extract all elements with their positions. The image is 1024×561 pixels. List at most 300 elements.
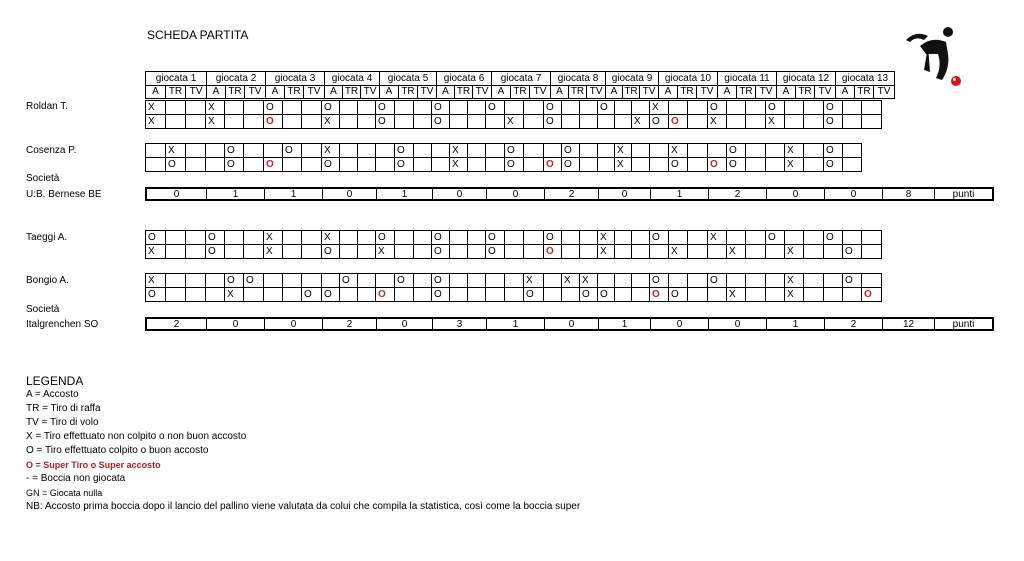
grid-cell xyxy=(283,245,302,259)
grid-cell: O xyxy=(432,245,450,259)
subcol-a: A xyxy=(836,86,855,98)
team-score-cell: 0 xyxy=(377,319,433,329)
giocata-header-1 xyxy=(145,71,206,99)
grid-cell: X xyxy=(166,144,186,158)
grid-cell xyxy=(804,144,824,158)
grid-cell xyxy=(414,158,432,172)
grid-cell: O xyxy=(486,101,505,115)
grid-cell xyxy=(186,245,206,259)
grid-cell xyxy=(376,274,395,288)
grid-cell xyxy=(708,144,727,158)
grid-cell xyxy=(862,101,882,115)
grid-cell xyxy=(302,245,322,259)
subcol-tv: TV xyxy=(818,86,832,97)
player-grid-roldan xyxy=(145,100,882,129)
grid-cell xyxy=(785,231,804,245)
grid-cell xyxy=(450,101,468,115)
grid-cell xyxy=(414,144,432,158)
giocata-header-7 xyxy=(491,71,550,99)
grid-cell: X xyxy=(669,144,688,158)
grid-cell xyxy=(264,144,283,158)
team-score-cell: 0 xyxy=(433,189,487,199)
subcol-tr: TR xyxy=(285,86,304,98)
grid-cell xyxy=(562,231,580,245)
grid-cell: O xyxy=(766,101,785,115)
grid-cell: O xyxy=(824,144,843,158)
giocata-label: giocata 7 xyxy=(492,72,550,86)
grid-cell xyxy=(862,231,882,245)
giocata-label: giocata 8 xyxy=(551,72,605,86)
grid-cell: O xyxy=(669,115,688,129)
grid-cell: O xyxy=(264,158,283,172)
grid-cell: O xyxy=(432,274,450,288)
team-score-cell: 0 xyxy=(825,189,883,199)
bocce-player-logo xyxy=(902,24,966,90)
grid-cell: X xyxy=(450,158,468,172)
grid-cell xyxy=(632,274,650,288)
grid-cell xyxy=(358,288,376,302)
grid-cell xyxy=(225,115,244,129)
subcol-tr: TR xyxy=(796,86,815,98)
grid-cell xyxy=(166,115,186,129)
grid-cell xyxy=(580,144,598,158)
grid-cell xyxy=(358,274,376,288)
grid-cell xyxy=(450,231,468,245)
player-grid-row xyxy=(146,158,862,172)
grid-cell: O xyxy=(824,101,843,115)
grid-cell xyxy=(340,144,358,158)
grid-cell xyxy=(395,245,414,259)
player-grid-cosenza xyxy=(145,143,862,172)
grid-cell xyxy=(505,231,524,245)
grid-cell xyxy=(524,144,544,158)
player-grid-row xyxy=(146,245,882,259)
grid-cell: O xyxy=(486,245,505,259)
grid-cell: O xyxy=(862,288,882,302)
grid-cell xyxy=(632,101,650,115)
grid-cell xyxy=(468,245,486,259)
grid-cell xyxy=(615,288,632,302)
subcol-tv: TV xyxy=(475,86,489,97)
giocata-header-4 xyxy=(324,71,379,99)
grid-cell xyxy=(727,115,746,129)
team-name-2: Italgrenchen SO xyxy=(26,319,99,330)
grid-cell: X xyxy=(505,115,524,129)
player-grid-bongio xyxy=(145,273,882,302)
grid-cell xyxy=(166,101,186,115)
subcol-tv: TV xyxy=(307,86,321,97)
grid-cell xyxy=(632,144,650,158)
grid-cell xyxy=(468,115,486,129)
team-score-cell: 1 xyxy=(207,189,265,199)
giocata-header-13 xyxy=(835,71,895,99)
grid-cell xyxy=(766,274,785,288)
grid-cell: O xyxy=(376,115,395,129)
grid-cell: O xyxy=(727,144,746,158)
grid-cell xyxy=(580,231,598,245)
grid-cell xyxy=(544,144,562,158)
grid-cell xyxy=(688,101,708,115)
grid-cell xyxy=(669,231,688,245)
grid-cell: O xyxy=(244,274,264,288)
grid-cell xyxy=(843,158,862,172)
subcol-tv: TV xyxy=(420,86,434,97)
grid-cell xyxy=(244,288,264,302)
grid-cell xyxy=(727,274,746,288)
giocata-label: giocata 6 xyxy=(437,72,491,86)
grid-cell xyxy=(302,274,322,288)
grid-cell xyxy=(264,288,283,302)
grid-cell: X xyxy=(264,231,283,245)
grid-cell xyxy=(358,231,376,245)
grid-cell xyxy=(225,231,244,245)
grid-cell xyxy=(650,158,669,172)
team-label-2: Società xyxy=(26,304,60,315)
grid-cell: X xyxy=(785,144,804,158)
grid-cell xyxy=(843,115,862,129)
grid-cell xyxy=(843,288,862,302)
grid-cell xyxy=(785,101,804,115)
grid-cell xyxy=(486,144,505,158)
grid-cell xyxy=(746,158,766,172)
grid-cell: X xyxy=(785,245,804,259)
grid-cell: O xyxy=(322,101,340,115)
grid-cell: X xyxy=(376,245,395,259)
legend xyxy=(26,374,580,514)
team-score-cell: 0 xyxy=(207,319,265,329)
grid-cell xyxy=(302,115,322,129)
team-score-cell: 0 xyxy=(545,319,599,329)
grid-cell xyxy=(283,101,302,115)
grid-cell xyxy=(166,231,186,245)
grid-cell xyxy=(486,158,505,172)
legend-item-a: A = Accosto xyxy=(26,389,79,400)
grid-cell xyxy=(340,101,358,115)
grid-cell xyxy=(688,245,708,259)
grid-cell xyxy=(322,274,340,288)
subcol-tr: TR xyxy=(855,86,874,98)
grid-cell xyxy=(727,101,746,115)
grid-cell xyxy=(340,115,358,129)
grid-cell xyxy=(414,101,432,115)
grid-cell: O xyxy=(264,115,283,129)
grid-cell: X xyxy=(562,274,580,288)
grid-cell: X xyxy=(225,288,244,302)
grid-cell xyxy=(414,115,432,129)
grid-cell xyxy=(505,245,524,259)
giocata-header-3 xyxy=(265,71,324,99)
subcol-tr: TR xyxy=(399,86,418,98)
grid-cell: O xyxy=(505,144,524,158)
grid-cell xyxy=(727,231,746,245)
grid-cell: O xyxy=(432,101,450,115)
grid-cell: X xyxy=(146,245,166,259)
grid-cell: O xyxy=(206,231,225,245)
team-score-cell: 2 xyxy=(709,189,767,199)
team-score-cell: 3 xyxy=(433,319,487,329)
grid-cell xyxy=(186,231,206,245)
points-unit-label: punti xyxy=(952,319,975,330)
team-total-points: 8 xyxy=(883,189,935,199)
grid-cell: O xyxy=(580,288,598,302)
grid-cell xyxy=(562,245,580,259)
team-score-cell: 0 xyxy=(767,189,825,199)
grid-cell xyxy=(804,101,824,115)
grid-cell xyxy=(843,101,862,115)
grid-cell xyxy=(450,115,468,129)
grid-cell xyxy=(432,144,450,158)
grid-cell xyxy=(302,144,322,158)
grid-cell xyxy=(708,245,727,259)
grid-cell: X xyxy=(206,115,225,129)
grid-cell xyxy=(244,144,264,158)
grid-cell: O xyxy=(544,245,562,259)
grid-cell xyxy=(688,115,708,129)
grid-cell xyxy=(804,231,824,245)
grid-cell xyxy=(804,245,824,259)
grid-cell xyxy=(376,158,395,172)
subcol-tv: TV xyxy=(700,86,714,97)
grid-cell: X xyxy=(615,144,632,158)
player-grid-row xyxy=(146,231,882,245)
grid-cell: X xyxy=(785,158,804,172)
grid-cell: O xyxy=(544,158,562,172)
grid-cell: O xyxy=(340,274,358,288)
team-score-cell: 1 xyxy=(487,319,545,329)
subcol-tv: TV xyxy=(642,86,656,97)
subcol-tr: TR xyxy=(343,86,361,98)
grid-cell xyxy=(283,274,302,288)
grid-cell: O xyxy=(824,115,843,129)
grid-cell: O xyxy=(376,288,395,302)
grid-cell xyxy=(468,274,486,288)
grid-cell xyxy=(843,231,862,245)
grid-cell xyxy=(766,158,785,172)
legend-item-dash: - = Boccia non giocata xyxy=(26,473,126,484)
grid-cell: X xyxy=(727,288,746,302)
player-grid-row xyxy=(146,101,882,115)
grid-cell: X xyxy=(146,101,166,115)
grid-cell xyxy=(650,245,669,259)
grid-cell xyxy=(450,288,468,302)
grid-cell xyxy=(186,115,206,129)
grid-cell xyxy=(186,288,206,302)
player-grid-row xyxy=(146,144,862,158)
grid-cell xyxy=(468,144,486,158)
legend-title: LEGENDA xyxy=(26,374,84,388)
legend-item-o: O = Tiro effettuato colpito o buon accosto xyxy=(26,445,209,456)
grid-cell xyxy=(615,101,632,115)
grid-cell xyxy=(468,101,486,115)
giocata-label: giocata 5 xyxy=(380,72,436,86)
giocata-header-9 xyxy=(605,71,658,99)
subcol-tv: TV xyxy=(189,86,203,97)
grid-cell: O xyxy=(598,101,615,115)
grid-cell xyxy=(785,115,804,129)
grid-cell xyxy=(824,245,843,259)
subcol-tr: TR xyxy=(678,86,697,98)
legend-item-x: X = Tiro effettuato non colpito o non buon accosto xyxy=(26,431,247,442)
grid-cell: X xyxy=(785,274,804,288)
grid-cell: O xyxy=(395,158,414,172)
team-score-cell: 1 xyxy=(377,189,433,199)
grid-cell: X xyxy=(632,115,650,129)
giocata-header-5 xyxy=(379,71,436,99)
grid-cell xyxy=(450,274,468,288)
grid-cell xyxy=(862,115,882,129)
grid-cell xyxy=(843,144,862,158)
grid-cell: O xyxy=(225,274,244,288)
team-score-cell: 0 xyxy=(599,189,651,199)
grid-cell xyxy=(766,288,785,302)
grid-cell: O xyxy=(562,144,580,158)
grid-cell xyxy=(244,115,264,129)
subcol-a: A xyxy=(325,86,343,98)
grid-cell: X xyxy=(708,115,727,129)
subcol-a: A xyxy=(146,86,166,98)
grid-cell xyxy=(544,274,562,288)
grid-cell xyxy=(688,231,708,245)
team-total-points: 12 xyxy=(883,319,935,329)
subcol-a: A xyxy=(380,86,399,98)
grid-cell xyxy=(615,274,632,288)
grid-cell xyxy=(505,288,524,302)
grid-cell xyxy=(414,274,432,288)
grid-cell xyxy=(283,288,302,302)
grid-cell xyxy=(486,274,505,288)
grid-cell xyxy=(302,101,322,115)
grid-cell xyxy=(598,144,615,158)
subcol-a: A xyxy=(437,86,455,98)
team-score-cell: 2 xyxy=(545,189,599,199)
grid-cell: O xyxy=(650,288,669,302)
grid-cell xyxy=(166,288,186,302)
grid-cell xyxy=(804,274,824,288)
team-score-cell: 2 xyxy=(825,319,883,329)
grid-cell xyxy=(688,158,708,172)
grid-cell: O xyxy=(824,231,843,245)
grid-cell xyxy=(414,245,432,259)
points-unit-label: punti xyxy=(952,189,975,200)
grid-cell xyxy=(225,101,244,115)
grid-cell: O xyxy=(146,231,166,245)
grid-cell xyxy=(166,274,186,288)
grid-cell xyxy=(414,288,432,302)
legend-item-super: O = Super Tiro o Super accosto xyxy=(26,460,161,470)
grid-cell xyxy=(486,115,505,129)
grid-cell xyxy=(206,144,225,158)
subcol-a: A xyxy=(266,86,285,98)
grid-cell: O xyxy=(544,115,562,129)
grid-cell: O xyxy=(669,158,688,172)
grid-cell xyxy=(524,115,544,129)
grid-cell: O xyxy=(727,158,746,172)
grid-cell xyxy=(358,101,376,115)
grid-cell xyxy=(632,158,650,172)
grid-cell: O xyxy=(322,288,340,302)
giocata-label: giocata 2 xyxy=(207,72,265,86)
grid-cell xyxy=(688,144,708,158)
grid-cell xyxy=(708,288,727,302)
player-name-taeggi: Taeggi A. xyxy=(26,232,68,243)
team-score-cell: 1 xyxy=(651,189,709,199)
grid-cell xyxy=(432,158,450,172)
grid-cell: O xyxy=(206,245,225,259)
grid-cell: O xyxy=(283,144,302,158)
subcol-tv: TV xyxy=(248,86,262,97)
grid-cell: X xyxy=(598,231,615,245)
grid-cell xyxy=(746,245,766,259)
grid-cell xyxy=(186,101,206,115)
grid-cell xyxy=(340,231,358,245)
grid-cell xyxy=(615,231,632,245)
grid-cell: O xyxy=(432,115,450,129)
grid-cell xyxy=(468,288,486,302)
team-score-cell: 2 xyxy=(323,319,377,329)
grid-cell xyxy=(206,274,225,288)
subcol-tr: TR xyxy=(166,86,186,98)
grid-cell xyxy=(414,231,432,245)
grid-cell xyxy=(804,288,824,302)
giocata-label: giocata 9 xyxy=(606,72,658,86)
grid-cell xyxy=(524,101,544,115)
grid-cell xyxy=(562,101,580,115)
legend-item-tr: TR = Tiro di raffa xyxy=(26,403,101,414)
grid-cell xyxy=(562,115,580,129)
grid-cell xyxy=(766,245,785,259)
grid-cell xyxy=(376,144,395,158)
grid-cell xyxy=(688,274,708,288)
grid-cell xyxy=(824,288,843,302)
grid-cell xyxy=(650,144,669,158)
grid-cell: O xyxy=(322,158,340,172)
grid-cell: O xyxy=(650,231,669,245)
grid-cell xyxy=(598,158,615,172)
grid-cell: O xyxy=(562,158,580,172)
subcol-tv: TV xyxy=(877,86,891,97)
grid-cell: X xyxy=(206,101,225,115)
giocata-label: giocata 4 xyxy=(325,72,379,86)
grid-cell xyxy=(302,231,322,245)
grid-cell: O xyxy=(264,101,283,115)
grid-cell: O xyxy=(708,158,727,172)
grid-cell xyxy=(283,158,302,172)
grid-cell: O xyxy=(166,158,186,172)
subcol-tr: TR xyxy=(455,86,473,98)
giocata-label: giocata 11 xyxy=(718,72,776,86)
giocata-label: giocata 10 xyxy=(659,72,717,86)
grid-cell xyxy=(615,245,632,259)
grid-cell: O xyxy=(544,101,562,115)
grid-cell xyxy=(580,115,598,129)
player-name-bongio: Bongio A. xyxy=(26,275,69,286)
grid-cell xyxy=(340,158,358,172)
giocata-header-12 xyxy=(776,71,835,99)
team-score-cell: 1 xyxy=(767,319,825,329)
grid-cell xyxy=(244,245,264,259)
team-score-cell: 0 xyxy=(709,319,767,329)
subcol-tr: TR xyxy=(737,86,756,98)
subcol-a: A xyxy=(659,86,678,98)
grid-cell xyxy=(450,245,468,259)
player-grid-taeggi xyxy=(145,230,882,259)
grid-cell xyxy=(862,245,882,259)
grid-cell xyxy=(395,231,414,245)
grid-cell xyxy=(598,274,615,288)
grid-cell xyxy=(746,231,766,245)
grid-cell: O xyxy=(225,158,244,172)
grid-cell: O xyxy=(708,101,727,115)
